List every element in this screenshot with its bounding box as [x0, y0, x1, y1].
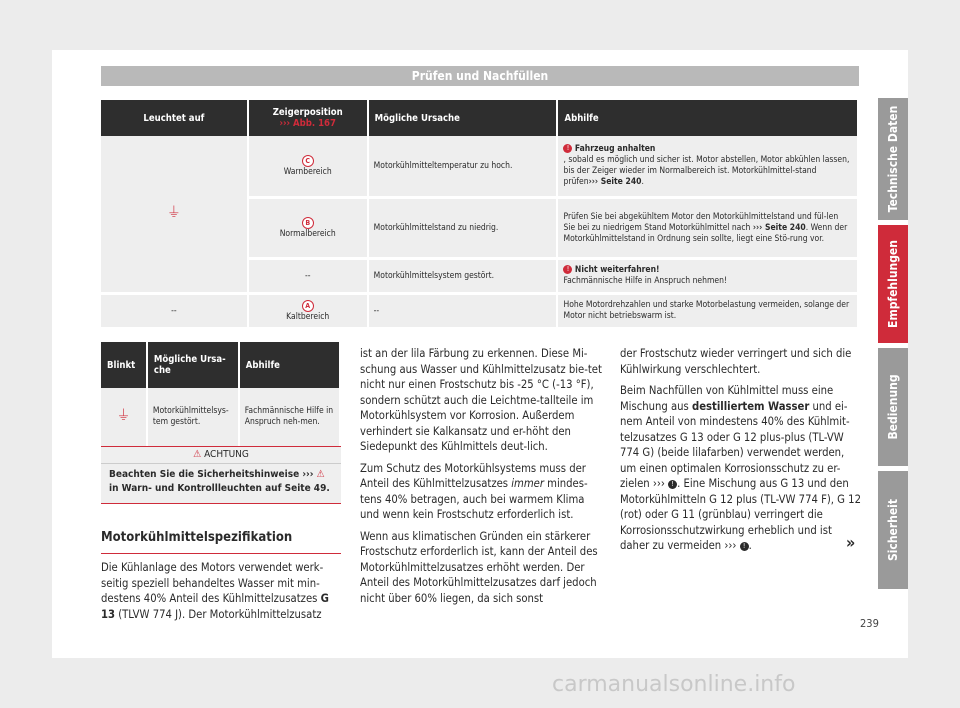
coolant-temperature-icon: ⏚: [116, 407, 131, 424]
position-marker: A: [302, 300, 314, 312]
fix-cell: Prüfen Sie bei abgekühltem Motor den Motorkühlmittelstand und fül-len Sie bei zu niedrigem Stand Motorkühlmittel nach ››› Seite 240. Wenn der Motorkühlmittelstand in Ordnung sein sollte, liegt eine Stö-rung vor.: [557, 198, 858, 259]
position-label: Kaltbereich: [286, 311, 330, 322]
watermark: carmanualsonline.info: [552, 672, 796, 697]
fix-cell: Hohe Motordrehzahlen und starke Motorbelastung vermeiden, solange der Motor nicht betriebswarm ist.: [557, 294, 858, 329]
table-row: [101, 136, 858, 198]
page-link[interactable]: ››› Seite 240: [752, 222, 806, 233]
attention-icon: !: [740, 542, 749, 551]
coolant-temperature-icon: ⏚: [166, 204, 181, 221]
position-label: Warnbereich: [283, 166, 332, 177]
cause-cell: Motorkühlmittelsystem gestört.: [368, 259, 558, 294]
page-link[interactable]: ››› Seite 240: [588, 177, 642, 187]
col-header-fix: Abhilfe: [239, 342, 340, 388]
section-title: Motorkühlmittelspezifikation: [101, 530, 341, 554]
tab-bedienung[interactable]: Bedienung: [878, 348, 908, 466]
tab-sicherheit[interactable]: Sicherheit: [878, 471, 908, 589]
col-header-position: Zeigerposition ››› Abb. 167: [248, 100, 368, 136]
warning-triangle-icon: ⚠: [193, 449, 202, 460]
fix-cell: ! Nicht weiterfahren! Fachmännische Hilfe in Anspruch nehmen!: [557, 259, 858, 294]
lamp-cell: --: [101, 294, 248, 329]
cause-cell: Motorkühlmittelsys-tem gestört.: [147, 388, 239, 446]
text-column-1: Die Kühlanlage des Motors verwendet werk-seitig speziell behandeltes Wasser mit min-destens 40% Anteil des Kühlmittelzusatzes G 13 (TLVW 774 J). Der Motorkühlmittelzusatz: [101, 561, 329, 621]
cause-cell: Motorkühlmitteltemperatur zu hoch.: [368, 136, 558, 198]
fix-cell: ! Fahrzeug anhalten , sobald es möglich und sicher ist. Motor abstellen, Motor abkühlen lassen, bis der Zeiger wieder im Normalbereich ist. Motorkühlmittel-stand prüfen››› Seite 240.: [557, 136, 858, 198]
page-number: 239: [860, 617, 879, 630]
table-row: [101, 388, 340, 446]
fix-cell: Fachmännische Hilfe in Anspruch neh-men.: [239, 388, 340, 446]
warning-triangle-icon: ⚠: [316, 469, 325, 480]
position-marker: B: [302, 217, 314, 229]
position-label: --: [248, 259, 368, 294]
table-row: [101, 294, 858, 329]
text-column-2: ist an der lila Färbung zu erkennen. Diese Mi-schung aus Wasser und Kühlmittelzusatz bie-tet nicht nur einen Frostschutz bis -25 °C (-13 °F), sondern schützt auch die Leichtme-tallteile im Motorkühlsystem vor Korrosion. Außerdem verhindert sie Kalkansatz und er-höht den Siedepunkt des Kühlmittels deut-lich. Zum Schutz des Motorkühlsystems muss der Anteil des Kühlmittelzusatzes immer mindes-tens 40% betragen, auch bei warmem Klima und wenn kein Frostschutz erforderlich ist. Wenn aus klimatischen Gründen ein stärkerer Frostschutz erforderlich ist, kann der Anteil des Motorkühlmittelzusatzes erhöht werden. Der Anteil des Motorkühlmittelzusatzes darf jedoch nicht über 60% liegen, da sich sonst: [360, 347, 602, 605]
text-column-3: der Frostschutz wieder verringert und sich die Kühlwirkung verschlechtert. Beim Nachfüllen von Kühlmittel muss eine Mischung aus destilliertem Wasser und ei-nem Anteil von mindestens 40% des Kühlmit-telzusatzes G 13 oder G 12 plus-plus (TL-VW 774 G) (beide lilafarben) verwendet werden, um einen optimalen Korrosionsschutz zu er-zielen ››› ! . Eine Mischung aus G 13 und den Motorkühlmitteln G 12 plus (TL-VW 774 F), G 12 (rot) oder G 11 (grünblau) verringert die Korrosionsschutzwirkung erheblich und ist daher zu vermeiden ››› ! .: [620, 347, 861, 552]
col-header-blink: Blinkt: [101, 342, 147, 388]
warning-icon: !: [563, 265, 572, 274]
continue-mark: »: [846, 533, 856, 552]
warning-box-text: Beachten Sie die Sicherheitshinweise ››› ⚠ in Warn- und Kontrollleuchten auf Seite 49.: [109, 469, 330, 494]
blink-table: [101, 342, 341, 446]
attention-icon: !: [668, 480, 677, 489]
page-header: Prüfen und Nachfüllen: [101, 66, 859, 86]
col-header-cause: Mögliche Ursache: [368, 100, 558, 136]
col-header-cause: Mögliche Ursa-che: [147, 342, 239, 388]
col-header-fix: Abhilfe: [557, 100, 858, 136]
tab-technische-daten[interactable]: Technische Daten: [878, 98, 908, 220]
coolant-lamp-cell: [101, 136, 248, 294]
warning-box: [101, 446, 341, 504]
warning-box-header: ⚠ ACHTUNG: [101, 447, 341, 464]
figure-link[interactable]: ››› Abb. 167: [279, 118, 336, 129]
position-marker: C: [302, 155, 314, 167]
tab-empfehlungen[interactable]: Empfehlungen: [878, 225, 908, 343]
cause-cell: --: [368, 294, 558, 329]
position-label: Normalbereich: [279, 228, 336, 239]
col-header-lamp: Leuchtet auf: [101, 100, 248, 136]
warning-icon: !: [563, 144, 572, 153]
indicator-table: [101, 100, 859, 330]
cause-cell: Motorkühlmittelstand zu niedrig.: [368, 198, 558, 259]
